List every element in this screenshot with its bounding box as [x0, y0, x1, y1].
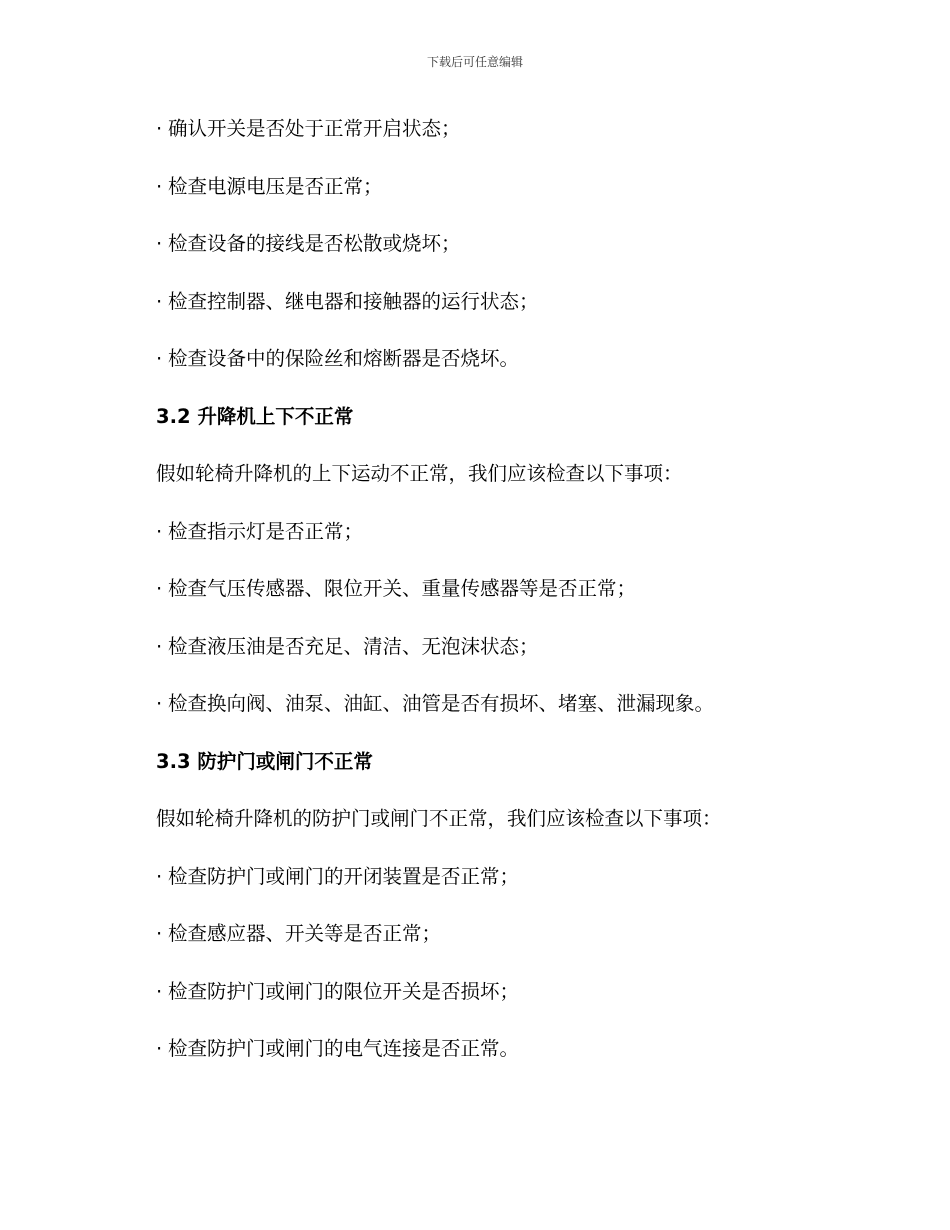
list-item [156, 687, 816, 721]
bullet-marker: · [156, 232, 163, 255]
list-item [156, 630, 816, 664]
list-item [156, 975, 816, 1009]
bullet-marker: · [156, 979, 163, 1003]
bullet-marker: · [156, 347, 163, 370]
list-item [156, 342, 816, 376]
document-body [156, 112, 816, 1090]
list-item-text: 检查控制器、继电器和接触器的运行状态； [168, 289, 539, 313]
bullet-marker: · [156, 864, 163, 888]
list-item [156, 860, 816, 894]
list-item-text: 检查气压传感器、限位开关、重量传感器等是否正常； [168, 577, 637, 600]
list-item-text: 检查电源电压是否正常； [168, 174, 383, 198]
page-header: 下载后可任意编辑 [426, 55, 523, 69]
list-item-text: 检查液压油是否充足、清洁、无泡沫状态； [168, 634, 539, 658]
list-item-text: 检查设备的接线是否松散或烧坏； [168, 232, 461, 255]
bullet-marker: · [156, 289, 163, 313]
list-item-text: 检查指示灯是否正常； [168, 519, 364, 543]
list-item-text: 检查感应器、开关等是否正常； [168, 922, 442, 945]
list-item-text: 检查换向阀、油泵、油缸、油管是否有损坏、堵塞、泄漏现象。 [168, 692, 715, 715]
list-item-text: 确认开关是否处于正常开启状态； [168, 117, 461, 140]
list-item-text: 检查防护门或闸门的开闭装置是否正常； [168, 864, 520, 888]
list-item [156, 572, 816, 606]
bullet-marker: · [156, 634, 163, 658]
bullet-marker: · [156, 117, 163, 140]
list-item [156, 227, 816, 261]
section-heading: 3.3 防护门或闸门不正常 [156, 749, 373, 773]
list-item [156, 285, 816, 319]
bullet-marker: · [156, 174, 163, 198]
section-intro: 假如轮椅升降机的上下运动不正常，我们应该检查以下事项： [156, 462, 683, 485]
list-item [156, 170, 816, 204]
section-heading: 3.2 升降机上下不正常 [156, 404, 354, 428]
list-item-text: 检查防护门或闸门的限位开关是否损坏； [168, 979, 520, 1003]
bullet-marker: · [156, 519, 163, 543]
list-item-text: 检查防护门或闸门的电气连接是否正常。 [168, 1037, 520, 1060]
list-item [156, 515, 816, 549]
bullet-marker: · [156, 577, 163, 600]
list-item [156, 112, 816, 146]
bullet-marker: · [156, 692, 163, 715]
list-item [156, 1032, 816, 1066]
list-item [156, 917, 816, 951]
bullet-marker: · [156, 922, 163, 945]
section-intro: 假如轮椅升降机的防护门或闸门不正常，我们应该检查以下事项： [156, 807, 722, 830]
list-item-text: 检查设备中的保险丝和熔断器是否烧坏。 [168, 347, 520, 370]
bullet-marker: · [156, 1037, 163, 1060]
